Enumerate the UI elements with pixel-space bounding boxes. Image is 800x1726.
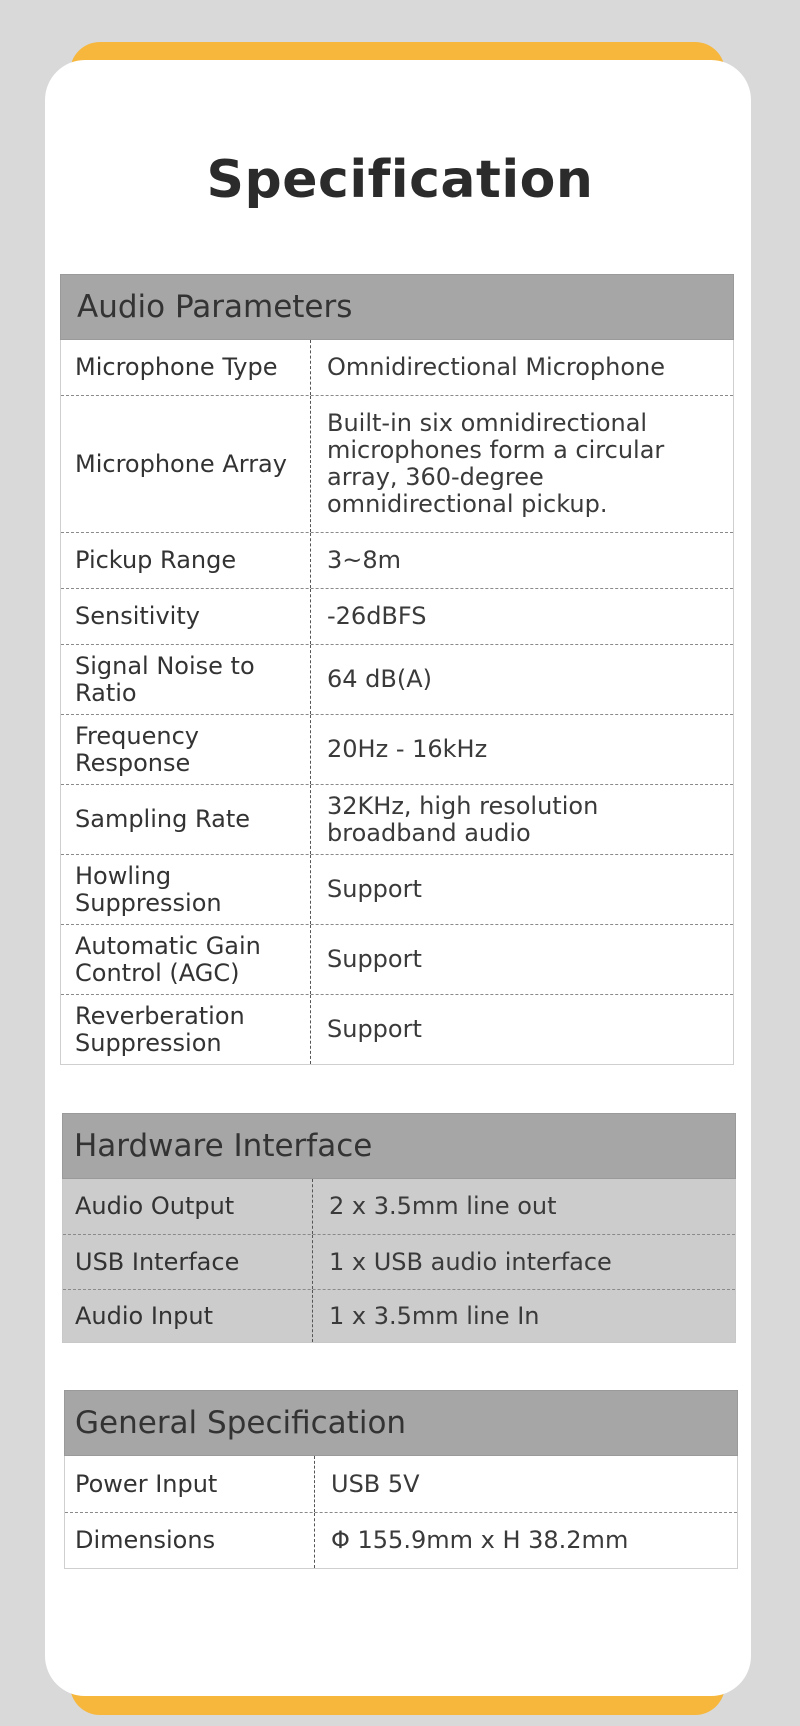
row-value: Support [327,945,422,973]
row-label: Pickup Range [61,533,311,588]
table-row [61,644,733,714]
row-value: 64 dB(A) [327,665,433,693]
section-header: Hardware Interface [62,1113,736,1179]
row-label: Reverberation Suppression [61,995,311,1064]
audio-parameters-section [60,274,734,1065]
general-specification-section [64,1390,738,1569]
table-row [65,1456,737,1512]
row-value: USB 5V [331,1469,420,1498]
row-label: Audio Input [63,1290,313,1342]
spec-table [64,1456,738,1569]
row-label: Audio Output [63,1179,313,1234]
table-row [61,924,733,994]
table-row [61,340,733,395]
row-value: -26dBFS [327,602,427,630]
row-label: Microphone Type [61,340,311,395]
row-label: USB Interface [63,1235,313,1289]
row-value: 3~8m [327,546,402,574]
row-label: Frequency Response [61,715,311,784]
spec-table [62,1179,736,1343]
row-value: 32KHz, high resolution broadband audio [327,791,599,847]
row-value: Support [327,875,422,903]
table-row [65,1512,737,1568]
row-label: Howling Suppression [61,855,311,924]
row-value: 2 x 3.5mm line out [329,1192,557,1220]
row-label: Power Input [65,1456,315,1512]
row-label: Automatic Gain Control (AGC) [61,925,311,994]
row-label: Sampling Rate [61,785,311,854]
row-value: 1 x USB audio interface [329,1247,612,1276]
row-value: Support [327,1015,422,1043]
table-row [61,395,733,532]
row-label: Signal Noise to Ratio [61,645,311,714]
table-row [61,588,733,644]
table-row [61,714,733,784]
hardware-interface-section [62,1113,736,1343]
table-row [63,1289,735,1342]
section-header: General Specification [64,1390,738,1456]
table-row [61,854,733,924]
row-value: Omnidirectional Microphone [327,353,666,381]
table-row [61,784,733,854]
spec-table [60,340,734,1065]
table-row [61,532,733,588]
table-row [63,1179,735,1234]
row-value: Φ 155.9mm x H 38.2mm [331,1526,629,1554]
row-label: Sensitivity [61,589,311,644]
table-row [61,994,733,1064]
section-header: Audio Parameters [60,274,734,340]
row-value: 20Hz - 16kHz [327,735,488,763]
page-title: Specification [206,150,594,210]
row-label: Dimensions [65,1513,315,1568]
table-row [63,1234,735,1289]
row-label: Microphone Array [61,396,311,532]
row-value: Built-in six omnidirectional microphones form a circular array, 360-degree omnidirectional pickup. [327,409,665,518]
row-value: 1 x 3.5mm line In [329,1301,540,1330]
